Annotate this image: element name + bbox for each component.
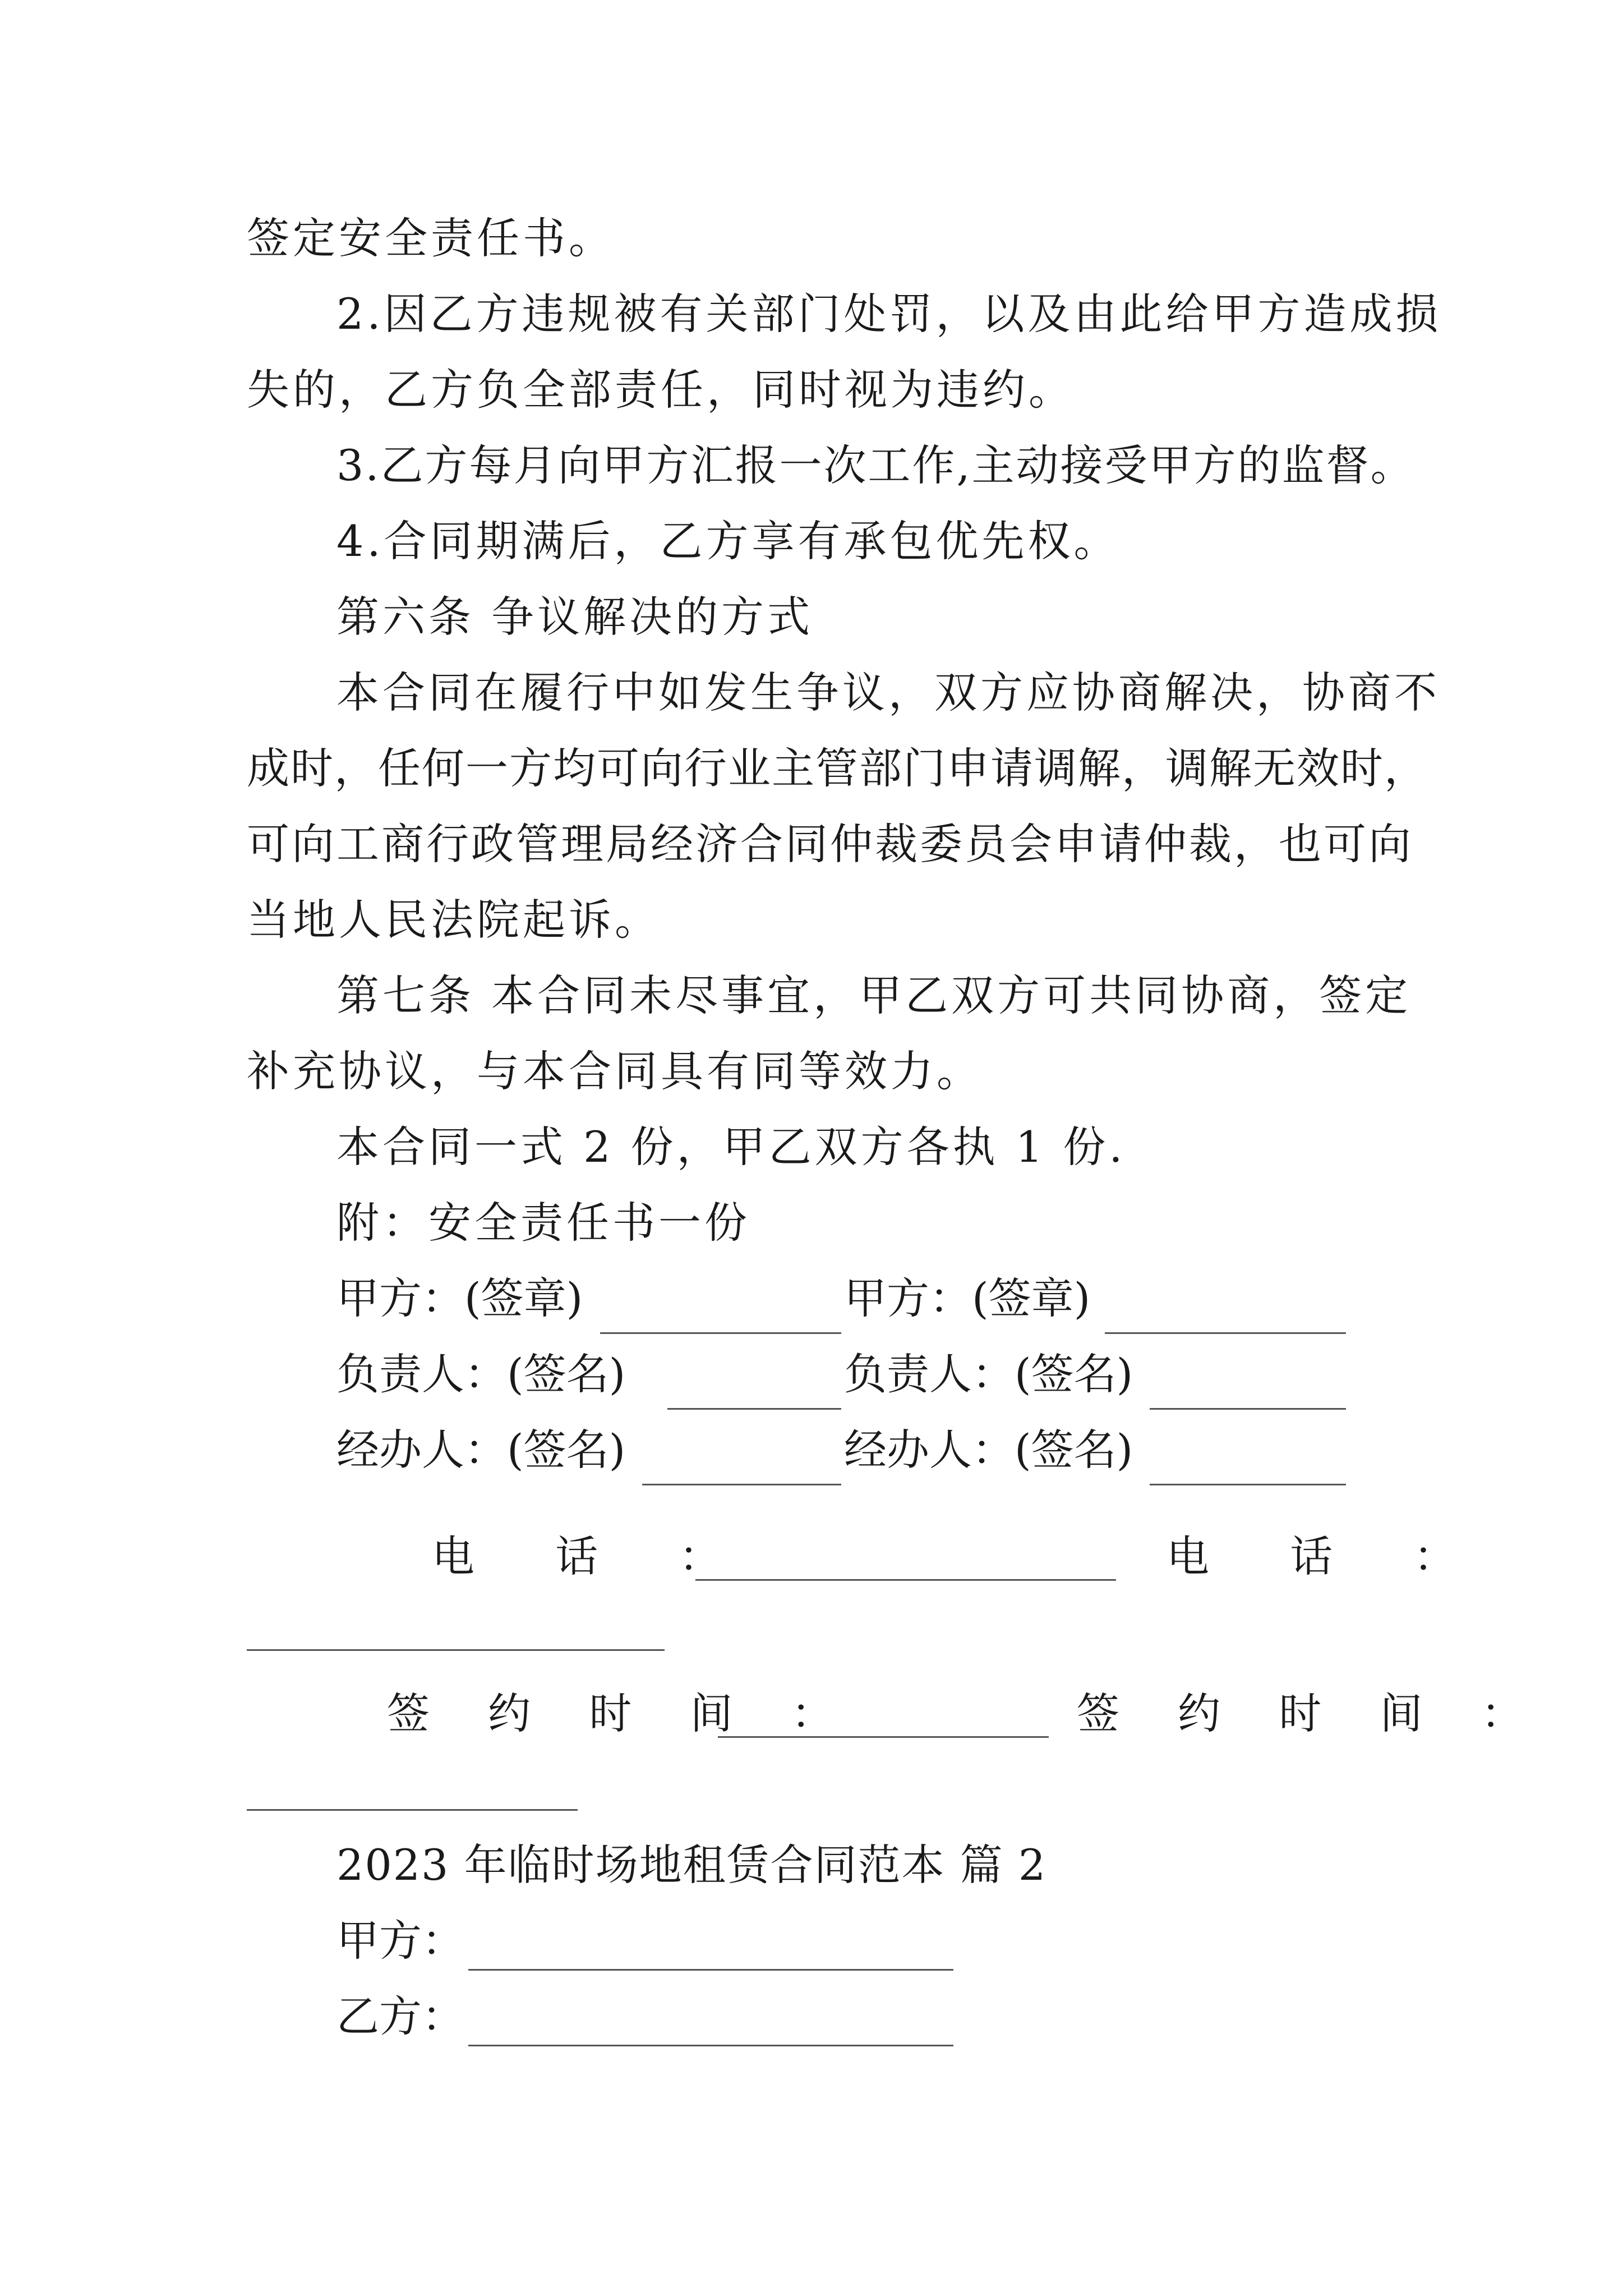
article-6-line-2: 成时，任何一方均可向行业主管部门申请调解，调解无效时， [247,743,1428,793]
phone-blank-b [247,1649,665,1651]
agent-b-label: 经办人：(签名) [844,1425,1133,1475]
party-b-seal-blank [1105,1332,1346,1334]
clause-2-line-2: 失的，乙方负全部责任，同时视为违约。 [247,365,1075,415]
resp-b-label: 负责人：(签名) [844,1349,1133,1399]
section-2-party-a-blank [468,1969,953,1971]
article-7-line-1: 第七条 本合同未尽事宜，甲乙双方可共同协商，签定 [336,970,1412,1020]
phone-blank-a [695,1579,1116,1581]
article-6-heading: 第六条 争议解决的方式 [336,592,814,642]
party-a-seal-blank [600,1332,841,1334]
article-7-line-2: 补充协议，与本合同具有同等效力。 [247,1046,983,1096]
paragraph-line: 签定安全责任书。 [247,213,615,263]
section-2-party-b-label: 乙方： [336,1991,464,2041]
resp-b-blank [1150,1408,1346,1410]
resp-a-label: 负责人：(签名) [336,1349,626,1399]
article-6-line-1: 本合同在履行中如发生争议，双方应协商解决，协商不 [336,668,1440,717]
agent-a-blank [642,1484,841,1485]
party-a-seal-label: 甲方：(签章) [336,1273,583,1323]
resp-a-blank [667,1408,841,1410]
party-b-seal-label: 甲方：(签章) [844,1273,1091,1323]
section-2-party-a-label: 甲方： [336,1916,464,1966]
clause-2-line-1: 2.因乙方违规被有关部门处罚，以及由此给甲方造成损 [336,289,1442,339]
sign-time-blank-b [247,1809,578,1811]
clause-3-line: 3.乙方每月向甲方汇报一次工作,主动接受甲方的监督。 [336,440,1415,490]
attachment-line: 附：安全责任书一份 [336,1198,750,1248]
phone-label-a: 电 话 ： [432,1531,755,1581]
sign-time-label-a: 签 约 时 间 ： [387,1688,856,1738]
agent-a-label: 经办人：(签名) [336,1425,626,1475]
sign-time-label-b: 签 约 时 间 ： [1077,1688,1546,1738]
phone-label-b: 电 话 ： [1166,1531,1490,1581]
article-6-line-4: 当地人民法院起诉。 [247,895,661,945]
section-2-party-b-blank [468,2045,953,2046]
section-2-title: 2023 年临时场地租赁合同范本 篇 2 [336,1840,1047,1890]
sign-time-blank-a [718,1736,1049,1738]
article-6-line-3: 可向工商行政管理局经济合同仲裁委员会申请仲裁，也可向 [247,819,1413,869]
copies-line: 本合同一式 2 份，甲乙双方各执 1 份. [336,1122,1126,1172]
agent-b-blank [1150,1484,1346,1485]
clause-4-line: 4.合同期满后，乙方享有承包优先权。 [336,516,1120,566]
